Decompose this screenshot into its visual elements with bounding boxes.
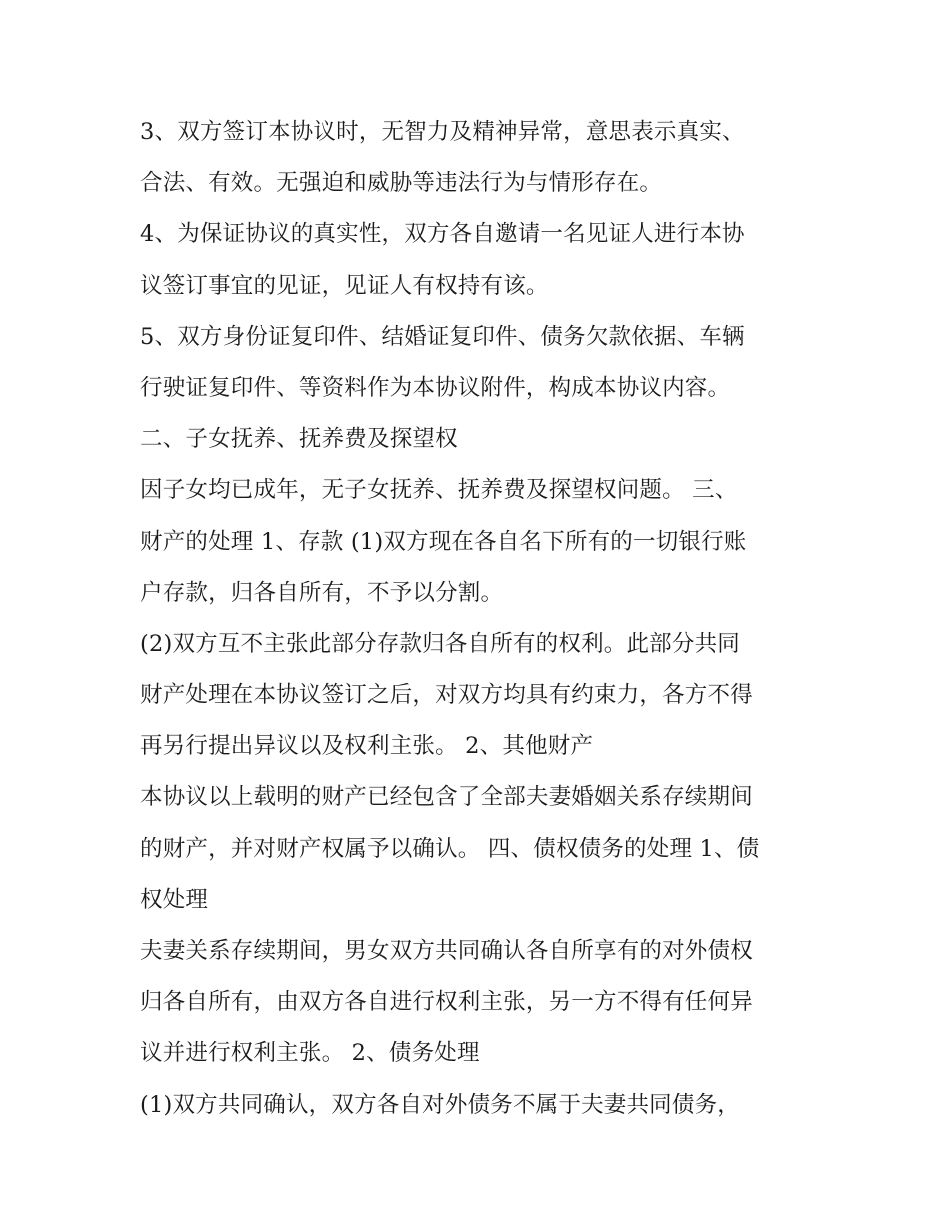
document-body: [140, 107, 830, 1131]
text-line: 议并进行权利主张。 2、债务处理: [140, 1040, 480, 1067]
text-line: 议签订事宜的见证，见证人有权持有该。: [140, 272, 549, 299]
text-line: 权处理: [140, 886, 209, 913]
text-line: 3、双方签订本协议时，无智力及精神异常，意思表示真实、: [140, 119, 745, 145]
text-line: 财产的处理 1、存款 (1)双方现在各自名下所有的一切银行账: [140, 528, 747, 555]
text-line: 4、为保证协议的真实性，双方各自邀请一名见证人进行本协: [140, 221, 745, 248]
text-line: (2)双方互不主张此部分存款归各自所有的权利。此部分共同: [140, 630, 740, 657]
text-line: 行驶证复印件、等资料作为本协议附件，构成本协议内容。: [140, 374, 731, 401]
text-line: 归各自所有，由双方各自进行权利主张，另一方不得有任何异: [140, 989, 753, 1016]
text-line: 5、双方身份证复印件、结婚证复印件、债务欠款依据、车辆: [140, 323, 745, 350]
text-line: 的财产，并对财产权属予以确认。 四、债权债务的处理 1、债: [140, 835, 760, 862]
text-line: 再另行提出异议以及权利主张。 2、其他财产: [140, 733, 594, 760]
text-line: 财产处理在本协议签订之后，对双方均具有约束力，各方不得: [140, 682, 753, 709]
section-heading: 二、子女抚养、抚养费及探望权: [140, 426, 458, 453]
text-line: 因子女均已成年，无子女抚养、抚养费及探望权问题。 三、: [140, 477, 738, 504]
text-line: 本协议以上载明的财产已经包含了全部夫妻婚姻关系存续期间: [140, 784, 753, 811]
text-line: (1)双方共同确认，双方各自对外债务不属于夫妻共同债务，: [140, 1091, 740, 1118]
text-line: 夫妻关系存续期间，男女双方共同确认各自所享有的对外债权: [140, 938, 753, 964]
text-line: 合法、有效。无强迫和威胁等违法行为与情形存在。: [140, 170, 663, 197]
text-line: 户存款，归各自所有，不予以分割。: [140, 579, 504, 606]
